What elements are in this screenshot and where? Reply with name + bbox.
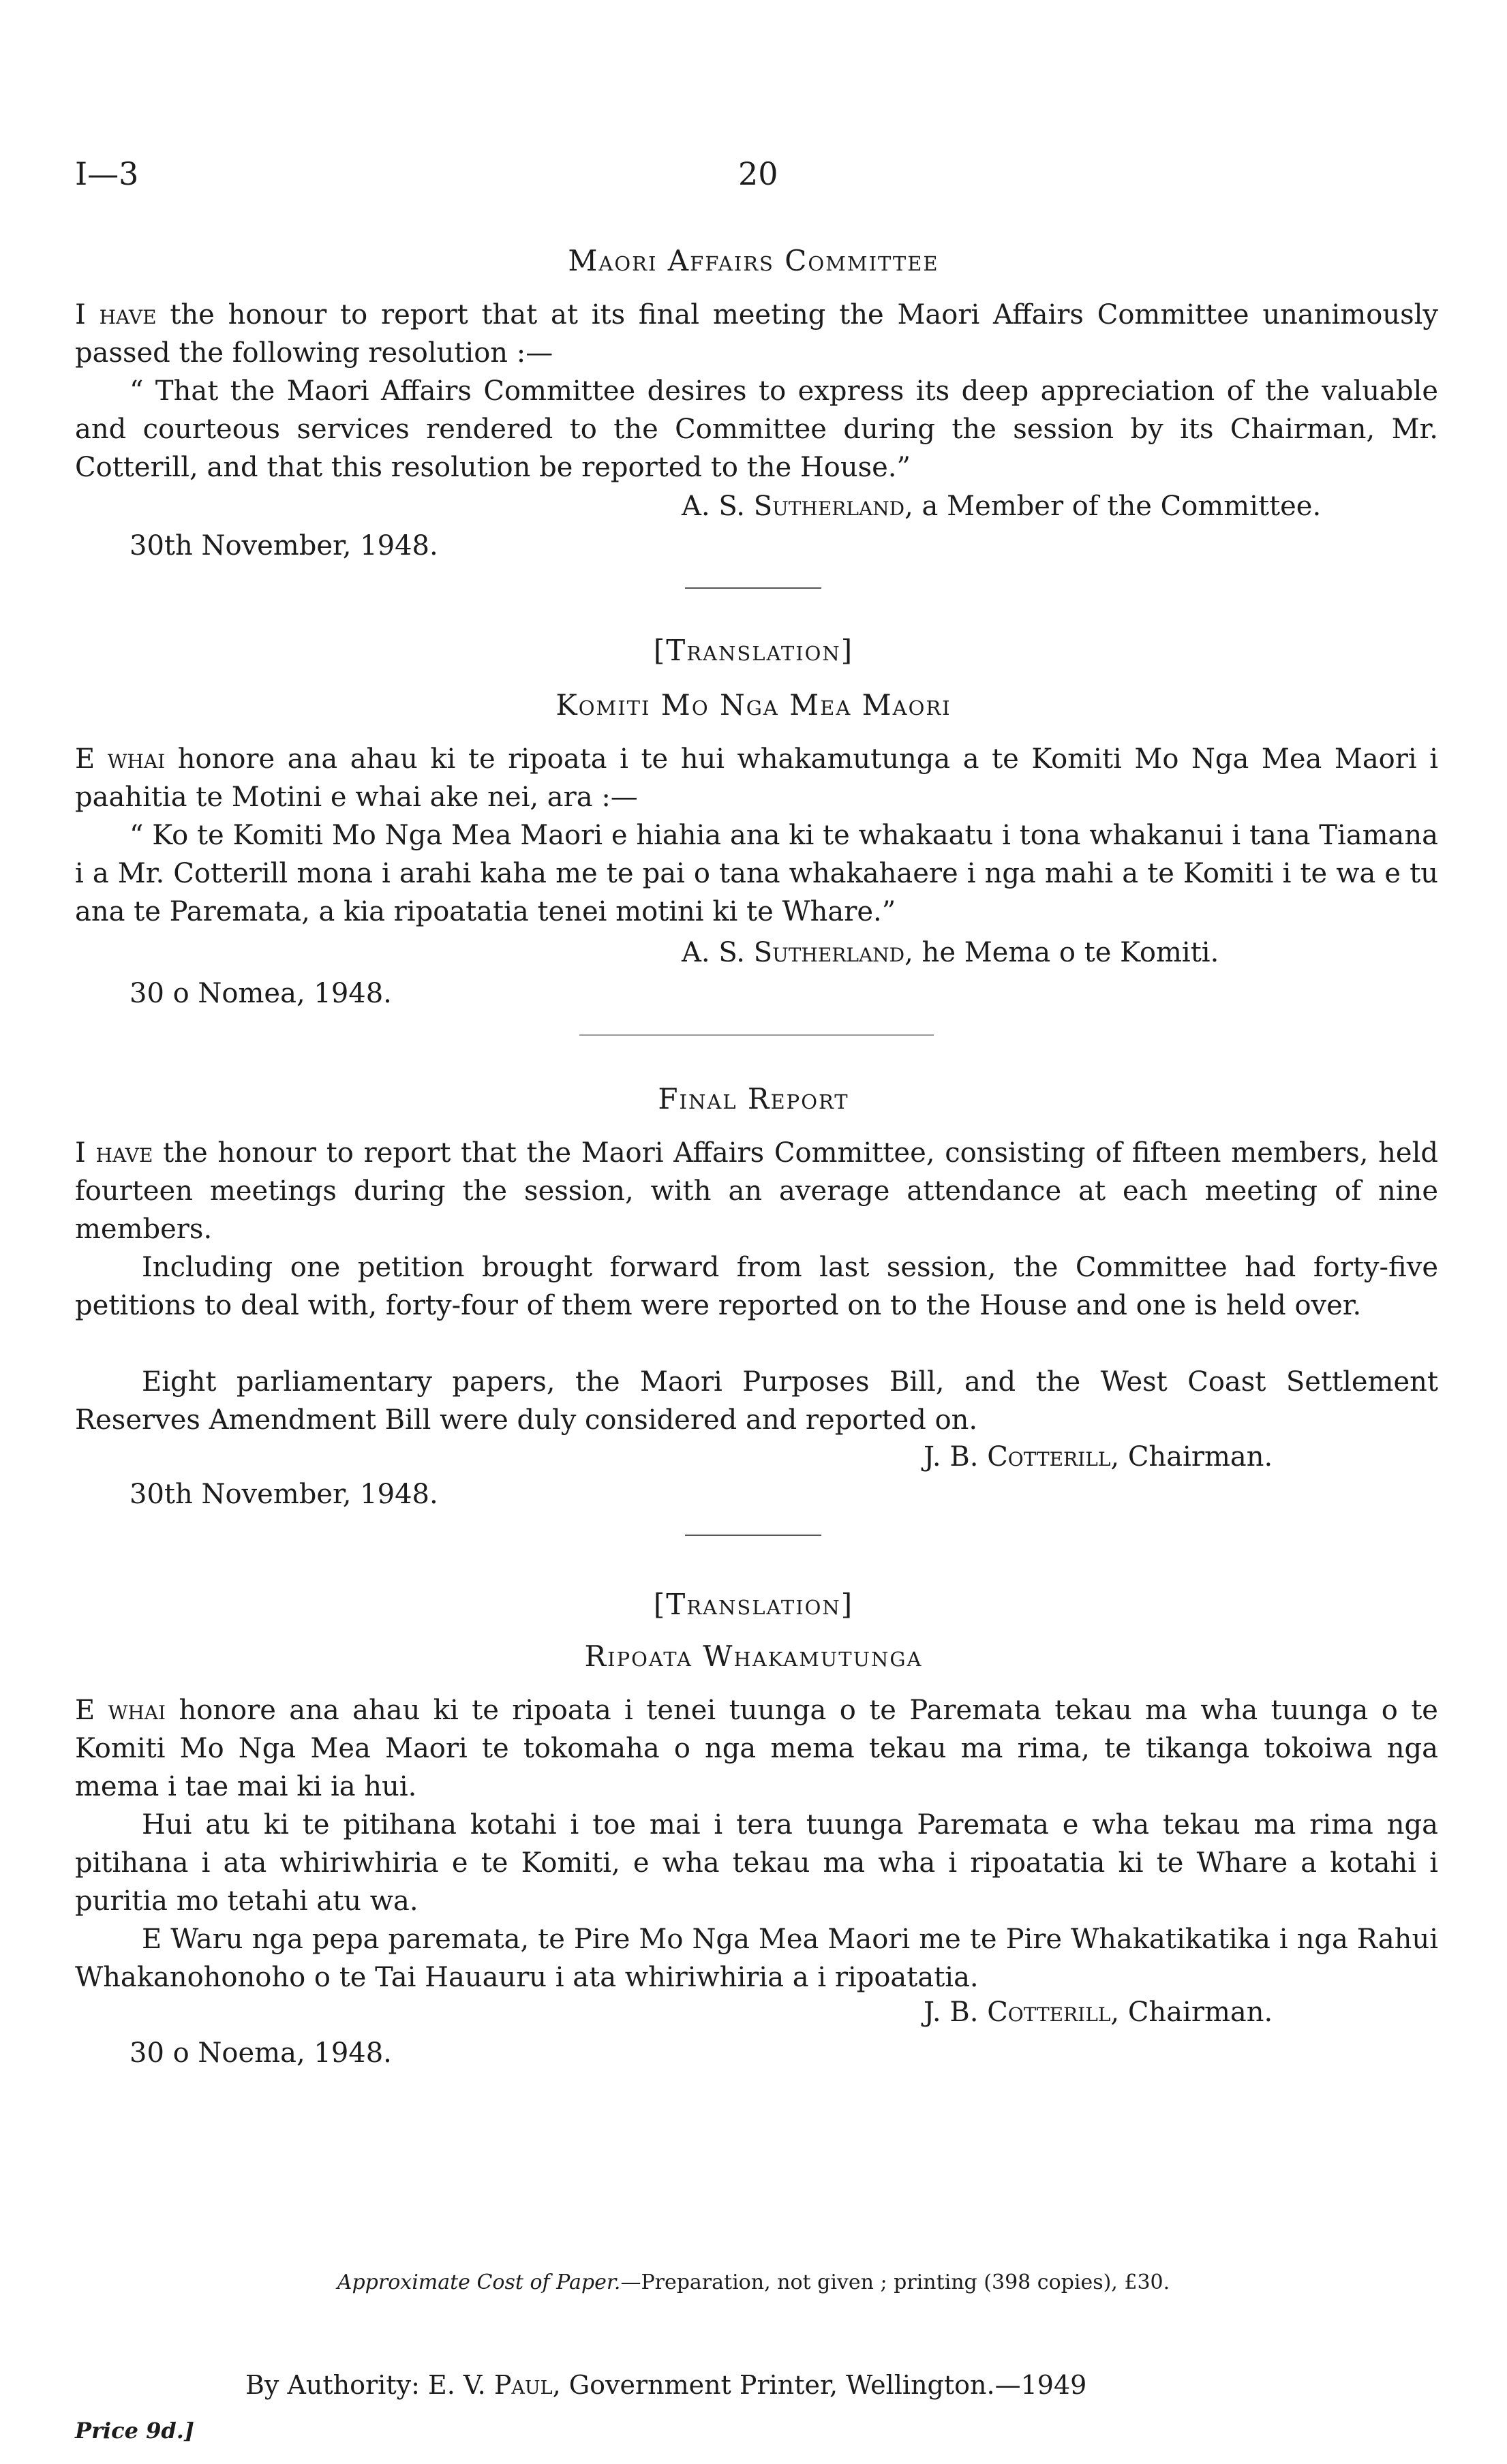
section4-date: 30 o Noema, 1948. <box>130 2037 392 2069</box>
signature-title: , he Mema o te Komiti. <box>904 937 1219 968</box>
section2-paragraph-1 <box>75 740 1438 816</box>
signature-title: , Chairman. <box>1110 1997 1273 2028</box>
signature-name: Sutherland <box>753 491 905 522</box>
section1-signature <box>682 491 1321 522</box>
price-note: Price 9d.] <box>75 2418 194 2444</box>
section3-signature <box>924 1441 1273 1473</box>
approximate-cost-note <box>0 2270 1507 2294</box>
section3-paragraph-2: Including one petition brought forward from last session, the Committee had forty-five petitions to deal with, forty-four of them were reported on to the House and one is held over. <box>75 1252 1438 1321</box>
section-heading-maori-affairs-committee: Maori Affairs Committee <box>568 244 939 277</box>
section4-paragraph-2: Hui atu ki te pitihana kotahi i toe mai i tera tuunga Paremata e wha tekau ma rima nga pitihana i ata whiriwhiria e te Komiti, e wha tekau ma wha i ripoatatia ki te Whare a kotahi i puritia mo tetahi atu wa. <box>75 1809 1438 1917</box>
section1-date: 30th November, 1948. <box>130 530 438 561</box>
section1-paragraph-1 <box>75 296 1438 372</box>
printer-name: Paul <box>493 2370 553 2400</box>
translation-label: [Translation] <box>653 1588 854 1621</box>
divider-rule <box>685 1535 821 1536</box>
authority-rest: , Government Printer, Wellington.—1949 <box>552 2370 1087 2400</box>
section2-date: 30 o Nomea, 1948. <box>130 978 392 1009</box>
divider-rule <box>579 1034 934 1036</box>
paragraph-text: the honour to report that the Maori Affairs Committee, consisting of fifteen members, held fourteen meetings during the session, with an average attendance at each meeting of nine members. <box>75 1137 1439 1245</box>
section4-paragraph-3: E Waru nga pepa paremata, te Pire Mo Nga Mea Maori me te Pire Whakatikatika i nga Rahui Whakanohonoho o te Tai Hauauru i ata whiriwhiria a i ripoatatia. <box>75 1924 1438 1993</box>
section4-paragraph-1 <box>75 1691 1438 1806</box>
printer-authority <box>245 2370 1086 2400</box>
signature-name: Cotterill <box>987 1997 1111 2028</box>
section-heading-final-report: Final Report <box>658 1082 849 1115</box>
page-number: 20 <box>738 155 778 192</box>
cost-label: Approximate Cost of Paper. <box>337 2270 621 2294</box>
paragraph-text: the honour to report that at its final meeting the Maori Affairs Committee unanimously passed the following resolution :— <box>75 299 1439 369</box>
section3-date: 30th November, 1948. <box>130 1479 438 1510</box>
section4-signature <box>924 1997 1273 2028</box>
paragraph-text: honore ana ahau ki te ripoata i te hui whakamutunga a te Komiti Mo Nga Mea Maori i paahitia te Motini e whai ake nei, ara :— <box>75 743 1438 813</box>
paragraph-text: honore ana ahau ki te ripoata i tenei tuunga o te Paremata tekau ma wha tuunga o te Komiti Mo Nga Mea Maori te tokomaha o nga mema tekau ma rima, te tikanga tokoiwa nga mema i tae mai ki ia hui. <box>75 1695 1438 1802</box>
section3-paragraph-1 <box>75 1134 1438 1248</box>
section1-paragraph-2: “ That the Maori Affairs Committee desires to express its deep appreciation of the valuable and courteous services rendered to the Committee during the session by its Chairman, Mr. Cotterill, and that this resolution be reported to the House.” <box>75 375 1438 483</box>
translation-label: [Translation] <box>653 634 854 667</box>
signature-name: Cotterill <box>987 1441 1111 1473</box>
section2-paragraph-2: “ Ko te Komiti Mo Nga Mea Maori e hiahia ana ki te whakaatu i tona whakanui i tana Tiamana i a Mr. Cotterill mona i arahi kaha me te pai o tana whakahaere i nga mahi a te Komiti i te wa e tu ana te Paremata, a kia ripoatatia tenei motini ki te Whare.” <box>75 820 1438 927</box>
section-heading-ripoata-whakamutunga: Ripoata Whakamutunga <box>584 1639 923 1673</box>
divider-rule <box>685 587 821 589</box>
signature-initials: J. B. <box>924 1997 988 2028</box>
signature-initials: J. B. <box>924 1441 988 1473</box>
lead-words: E whai <box>75 743 166 775</box>
lead-words: E whai <box>75 1695 166 1726</box>
page-reference: I—3 <box>75 155 139 192</box>
section-heading-komiti-mo-nga-mea-maori: Komiti Mo Nga Mea Maori <box>555 688 952 722</box>
signature-title: , Chairman. <box>1110 1441 1273 1473</box>
cost-text: —Preparation, not given ; printing (398 copies), £30. <box>620 2270 1170 2294</box>
lead-words: I have <box>75 299 157 330</box>
signature-initials: A. S. <box>682 491 754 522</box>
section3-paragraph-3: Eight parliamentary papers, the Maori Purposes Bill, and the West Coast Settlement Reserves Amendment Bill were duly considered and reported on. <box>75 1366 1438 1436</box>
section2-signature <box>682 937 1219 968</box>
signature-title: , a Member of the Committee. <box>904 491 1322 522</box>
authority-lead: By Authority: E. V. <box>245 2370 494 2400</box>
signature-initials: A. S. <box>682 937 754 968</box>
signature-name: Sutherland <box>753 937 905 968</box>
lead-words: I have <box>75 1137 153 1169</box>
